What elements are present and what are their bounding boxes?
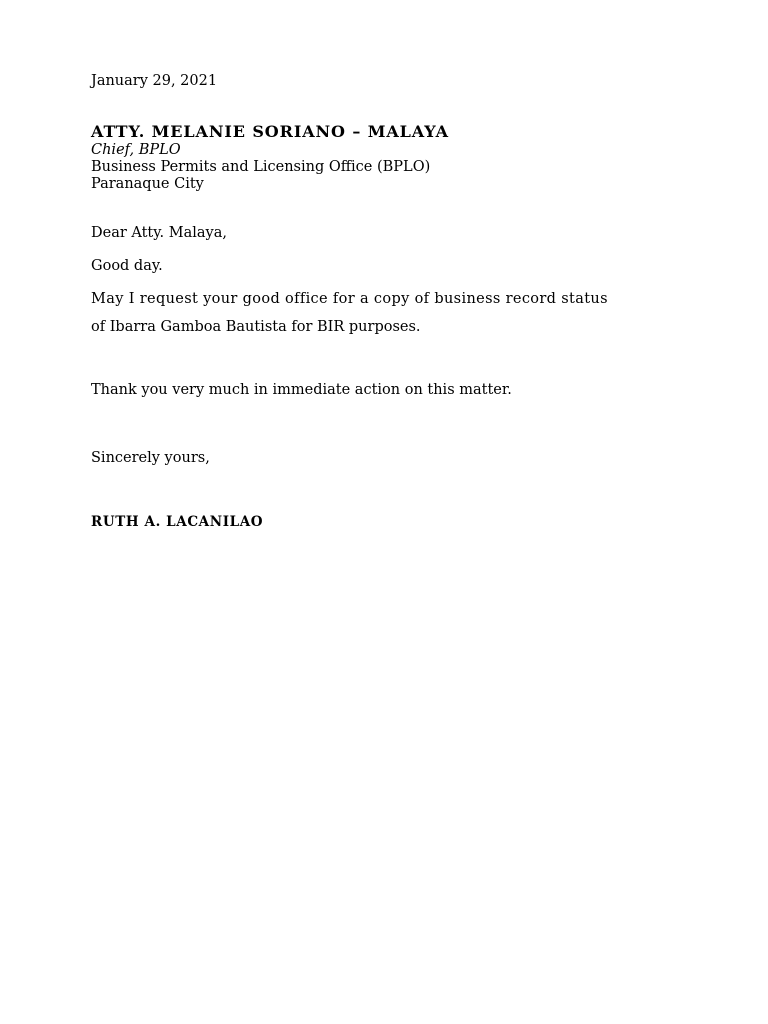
greeting: Good day. bbox=[91, 258, 163, 274]
thanks-paragraph: Thank you very much in immediate action on this matter. bbox=[91, 382, 512, 398]
request-paragraph-line: of Ibarra Gamboa Bautista for BIR purposes. bbox=[91, 319, 421, 335]
request-paragraph-line: May I request your good office for a copy of business record status bbox=[91, 291, 608, 307]
recipient-office: Business Permits and Licensing Office (BPLO) bbox=[91, 159, 431, 175]
letter-date: January 29, 2021 bbox=[91, 73, 218, 89]
recipient-title: Chief, BPLO bbox=[91, 142, 181, 158]
recipient-name: ATTY. MELANIE SORIANO – MALAYA bbox=[91, 122, 449, 141]
recipient-city: Paranaque City bbox=[91, 176, 204, 192]
salutation: Dear Atty. Malaya, bbox=[91, 225, 227, 241]
closing: Sincerely yours, bbox=[91, 450, 210, 466]
signatory-name: RUTH A. LACANILAO bbox=[91, 514, 264, 530]
